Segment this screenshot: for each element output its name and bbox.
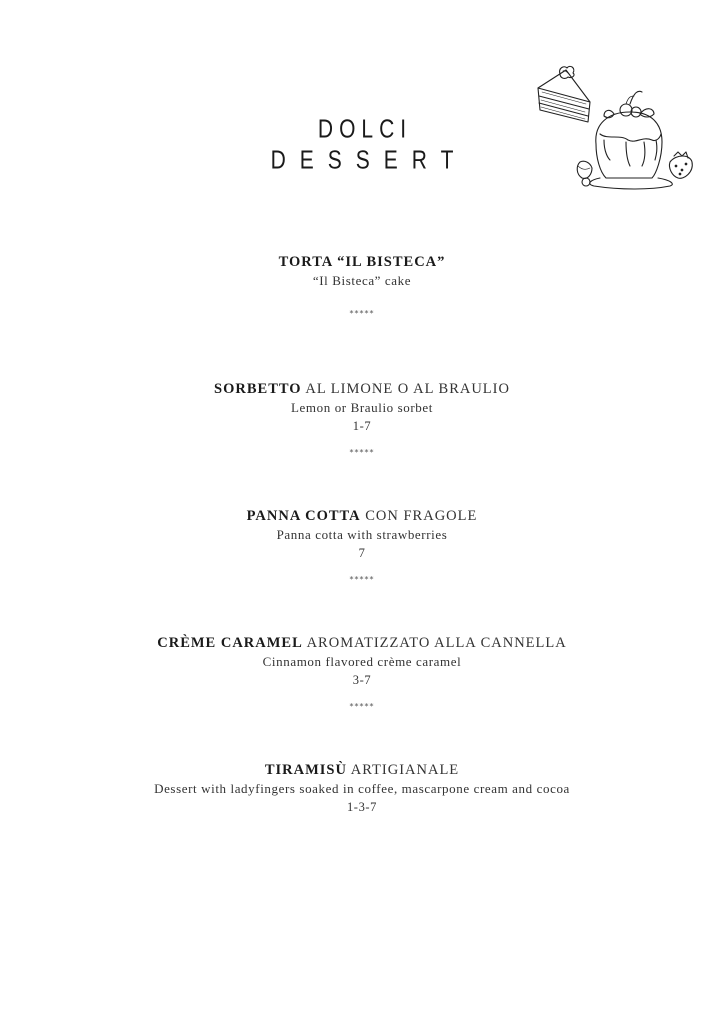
separator: ***** — [349, 309, 375, 318]
separator: ***** — [349, 448, 375, 457]
item-title: PANNA COTTA CON FRAGOLE — [246, 508, 478, 524]
menu-item — [0, 634, 724, 761]
item-title: TORTA “IL BISTECA” — [278, 254, 446, 270]
item-allergens: 7 — [358, 546, 366, 560]
item-description: Panna cotta with strawberries — [276, 527, 448, 542]
dessert-illustration-icon — [530, 62, 710, 192]
item-allergens: 1-7 — [352, 419, 372, 433]
item-title: CRÈME CARAMEL AROMATIZZATO ALLA CANNELLA — [157, 635, 567, 651]
menu-item — [0, 380, 724, 507]
item-description: Lemon or Braulio sorbet — [291, 400, 433, 415]
separator: ***** — [349, 575, 375, 584]
menu-item — [0, 253, 724, 380]
separator: ***** — [349, 702, 375, 711]
menu-item — [0, 761, 724, 816]
item-description: Dessert with ladyfingers soaked in coffee, mascarpone cream and cocoa — [154, 781, 570, 796]
title-dessert: DESSERT — [270, 146, 468, 175]
item-description: Cinnamon flavored crème caramel — [262, 654, 462, 669]
title-dolci: DOLCI — [317, 115, 413, 144]
item-title: SORBETTO AL LIMONE O AL BRAULIO — [214, 381, 510, 397]
item-title: TIRAMISÙ ARTIGIANALE — [264, 762, 460, 778]
dessert-menu — [0, 253, 724, 816]
menu-item — [0, 507, 724, 634]
item-allergens: 3-7 — [352, 673, 372, 687]
item-description: “Il Bisteca” cake — [312, 273, 412, 288]
item-allergens: 1-3-7 — [346, 800, 378, 814]
